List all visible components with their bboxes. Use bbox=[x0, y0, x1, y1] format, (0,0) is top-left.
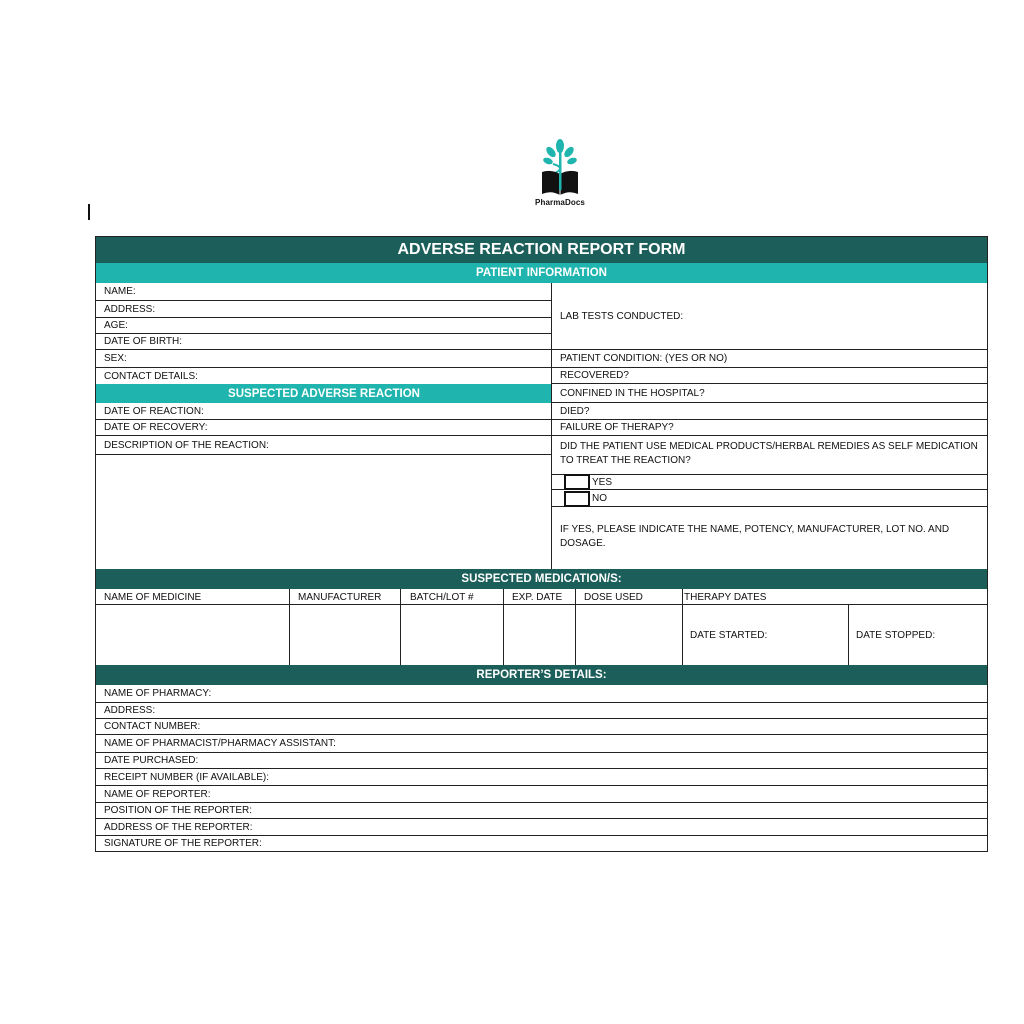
col-batch-lot: BATCH/LOT # bbox=[410, 591, 474, 603]
patient-section-header: PATIENT INFORMATION bbox=[96, 263, 987, 283]
reaction-section-header: SUSPECTED ADVERSE REACTION bbox=[96, 384, 552, 403]
lab-tests-field[interactable]: LAB TESTS CONDUCTED: bbox=[552, 283, 987, 350]
recovered-field[interactable]: RECOVERED? bbox=[552, 368, 987, 384]
date-purchased-field[interactable]: DATE PURCHASED: bbox=[96, 753, 987, 769]
reaction-description-area[interactable] bbox=[96, 455, 552, 569]
exp-date-input[interactable] bbox=[504, 605, 575, 665]
medication-section-header: SUSPECTED MEDICATION/S: bbox=[96, 569, 987, 589]
col-therapy-dates: THERAPY DATES bbox=[684, 591, 767, 603]
contact-number-field[interactable]: CONTACT NUMBER: bbox=[96, 719, 987, 735]
manufacturer-input[interactable] bbox=[290, 605, 400, 665]
name-field[interactable]: NAME: bbox=[96, 283, 552, 301]
text-cursor bbox=[88, 204, 90, 220]
reporter-name-field[interactable]: NAME OF REPORTER: bbox=[96, 786, 987, 803]
sex-field[interactable]: SEX: bbox=[96, 350, 552, 368]
col-name-of-medicine: NAME OF MEDICINE bbox=[104, 591, 202, 603]
dose-used-input[interactable] bbox=[576, 605, 682, 665]
medicine-name-input[interactable] bbox=[96, 605, 289, 665]
col-divider bbox=[682, 589, 683, 665]
brand-name: PharmaDocs bbox=[535, 198, 585, 207]
patient-condition-label: PATIENT CONDITION: (YES OR NO) bbox=[552, 350, 987, 368]
col-divider bbox=[848, 605, 849, 665]
died-field[interactable]: DIED? bbox=[552, 403, 987, 420]
if-yes-note-field[interactable]: IF YES, PLEASE INDICATE THE NAME, POTENCY, MANUFACTURER, LOT NO. AND DOSAGE. bbox=[560, 524, 950, 549]
address-field[interactable]: ADDRESS: bbox=[96, 301, 552, 318]
receipt-number-field[interactable]: RECEIPT NUMBER (IF AVAILABLE): bbox=[96, 769, 987, 786]
date-started-field[interactable]: DATE STARTED: bbox=[690, 629, 768, 641]
adverse-reaction-form bbox=[95, 236, 988, 852]
reporter-address-field[interactable]: ADDRESS OF THE REPORTER: bbox=[96, 819, 987, 836]
pharmacy-name-field[interactable]: NAME OF PHARMACY: bbox=[96, 685, 987, 703]
pharmacy-address-field[interactable]: ADDRESS: bbox=[96, 703, 987, 719]
col-dose-used: DOSE USED bbox=[584, 591, 643, 603]
batch-lot-input[interactable] bbox=[401, 605, 503, 665]
no-option-label: NO bbox=[552, 490, 987, 507]
reporter-position-field[interactable]: POSITION OF THE REPORTER: bbox=[96, 803, 987, 819]
self-medication-question: DID THE PATIENT USE MEDICAL PRODUCTS/HERBAL REMEDIES AS SELF MEDICATION TO TREAT THE REACTION? bbox=[560, 441, 978, 466]
date-of-reaction-field[interactable]: DATE OF REACTION: bbox=[96, 403, 552, 420]
no-checkbox[interactable] bbox=[564, 491, 590, 507]
failure-of-therapy-field[interactable]: FAILURE OF THERAPY? bbox=[552, 420, 987, 436]
reaction-description-label: DESCRIPTION OF THE REACTION: bbox=[96, 436, 552, 455]
date-stopped-field[interactable]: DATE STOPPED: bbox=[856, 629, 936, 641]
caduceus-book-icon bbox=[536, 138, 584, 200]
date-of-birth-field[interactable]: DATE OF BIRTH: bbox=[96, 334, 552, 350]
yes-option-label: YES bbox=[552, 474, 987, 490]
reporter-section-header: REPORTER’S DETAILS: bbox=[96, 665, 987, 685]
age-field[interactable]: AGE: bbox=[96, 318, 552, 334]
col-manufacturer: MANUFACTURER bbox=[298, 591, 382, 603]
contact-details-field[interactable]: CONTACT DETAILS: bbox=[104, 370, 198, 382]
pharmacist-name-field[interactable]: NAME OF PHARMACIST/PHARMACY ASSISTANT: bbox=[96, 735, 987, 753]
confined-hospital-field[interactable]: CONFINED IN THE HOSPITAL? bbox=[552, 384, 987, 403]
yes-checkbox[interactable] bbox=[564, 474, 590, 490]
date-of-recovery-field[interactable]: DATE OF RECOVERY: bbox=[96, 420, 552, 436]
column-divider bbox=[551, 283, 552, 569]
logo bbox=[528, 138, 592, 214]
form-title: ADVERSE REACTION REPORT FORM bbox=[96, 237, 987, 263]
reporter-signature-field[interactable]: SIGNATURE OF THE REPORTER: bbox=[104, 838, 262, 849]
col-exp-date: EXP. DATE bbox=[512, 591, 563, 603]
